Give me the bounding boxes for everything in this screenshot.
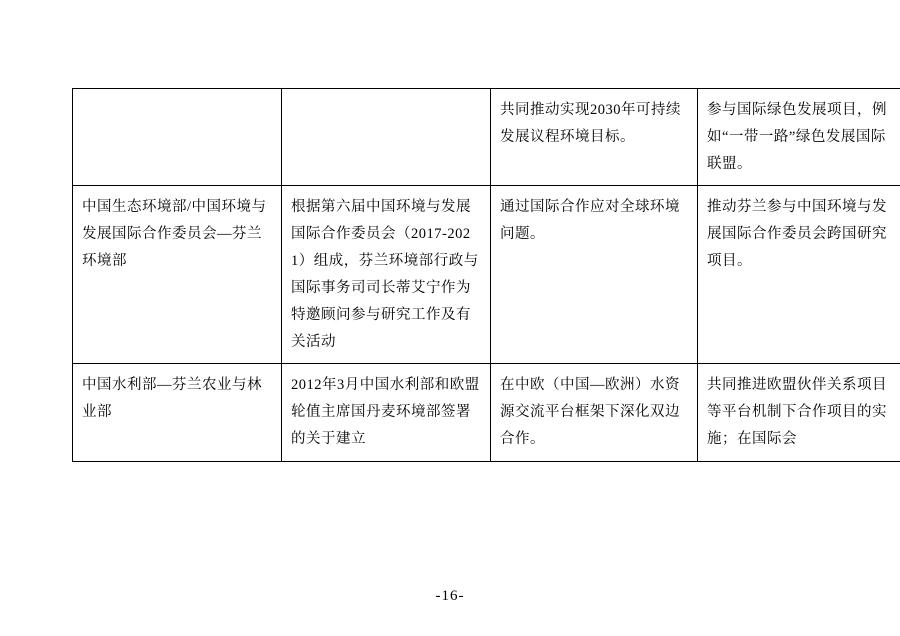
table-row <box>73 89 900 186</box>
table-cell-organization <box>73 364 282 461</box>
table-cell-goal <box>491 89 698 186</box>
table-cell-goal <box>491 186 698 364</box>
table-cell-basis <box>282 89 491 186</box>
table-cell-organization <box>73 89 282 186</box>
table-cell-organization <box>73 186 282 364</box>
cooperation-table <box>72 88 900 462</box>
table-cell-action <box>698 89 900 186</box>
cell-text <box>291 97 481 111</box>
cell-text: 根据第六届中国环境与发展国际合作委员会（2017-2021）组成，芬兰环境部行政与国际事务司司长蒂艾宁作为特邀顾问参与研究工作及有关活动 <box>291 199 479 350</box>
cell-text: 推动芬兰参与中国环境与发展国际合作委员会跨国研究项目。 <box>707 199 887 270</box>
table-cell-action <box>698 186 900 364</box>
cell-text: 2012年3月中国水利部和欧盟轮值主席国丹麦环境部签署的关于建立 <box>291 377 480 447</box>
cell-text: 在中欧（中国—欧洲）水资源交流平台框架下深化双边合作。 <box>500 377 680 447</box>
table-cell-goal <box>491 364 698 461</box>
cell-text: 共同推进欧盟伙伴关系项目等平台机制下合作项目的实施；在国际会 <box>707 377 887 447</box>
cell-text <box>82 97 272 111</box>
table-row <box>73 364 900 461</box>
cell-text: 共同推动实现2030年可持续发展议程环境目标。 <box>500 102 681 145</box>
table-row <box>73 186 900 364</box>
table-cell-action <box>698 364 900 461</box>
table-cell-basis <box>282 364 491 461</box>
cell-text: 中国生态环境部/中国环境与发展国际合作委员会—芬兰环境部 <box>82 199 267 270</box>
cell-text: 通过国际合作应对全球环境问题。 <box>500 199 680 243</box>
cell-text: 中国水利部—芬兰农业与林业部 <box>82 377 262 421</box>
table-cell-basis <box>282 186 491 364</box>
cell-text: 参与国际绿色发展项目，例如“一带一路”绿色发展国际联盟。 <box>707 102 887 172</box>
page-number: -16- <box>435 588 465 604</box>
